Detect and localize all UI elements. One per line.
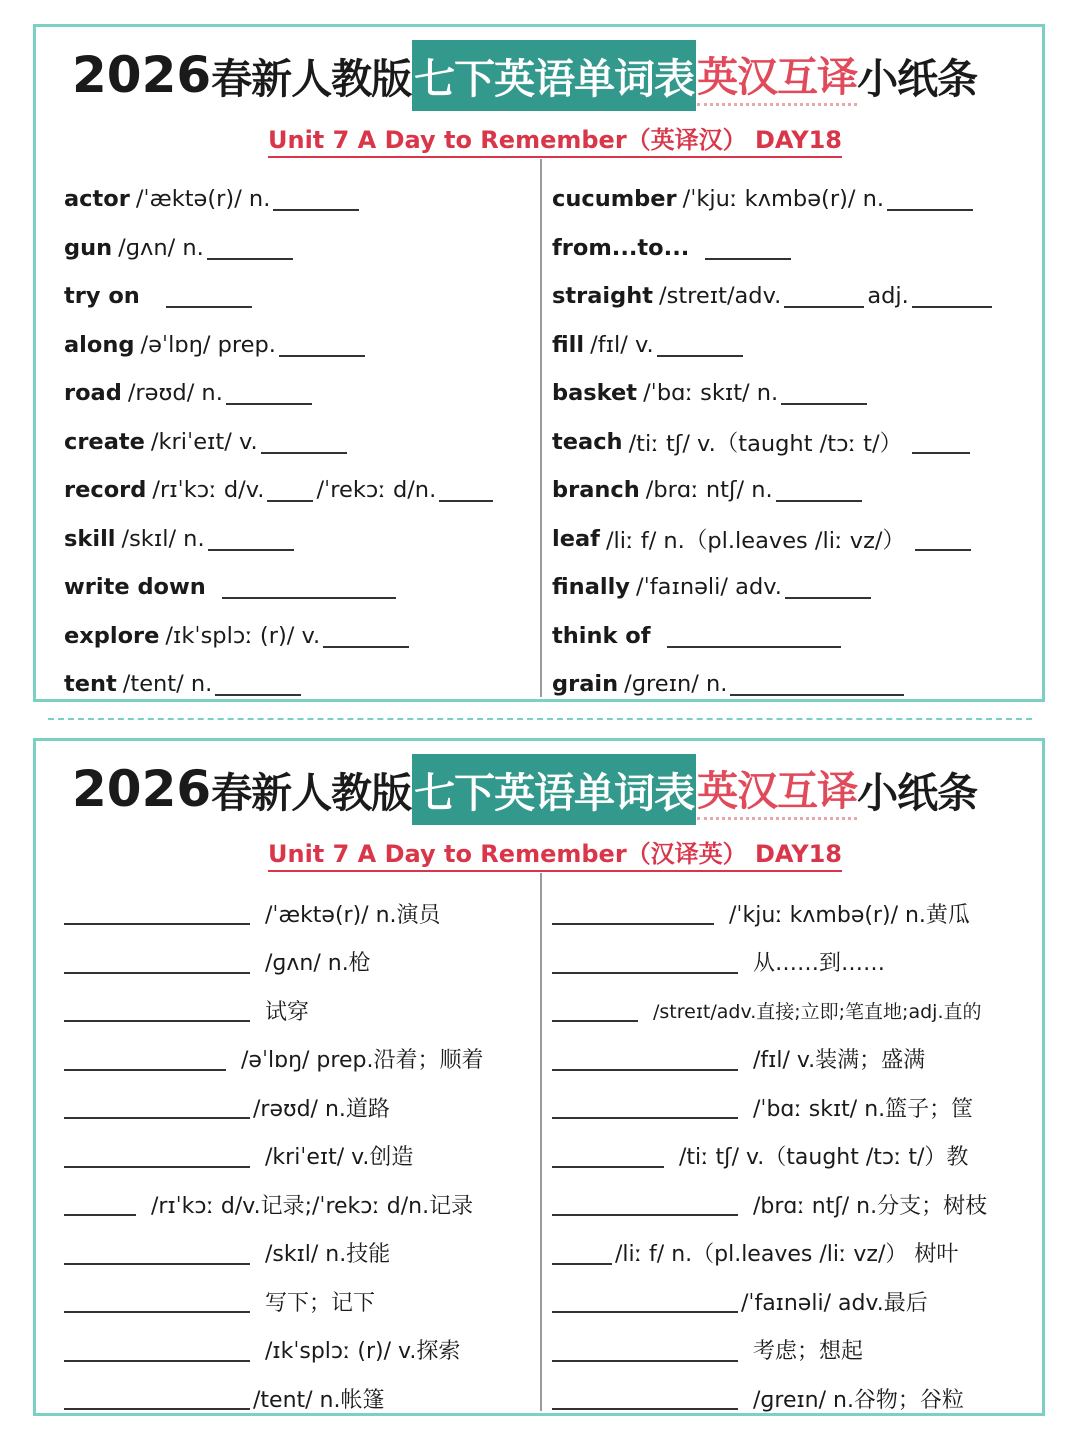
- title-part1: 春新人教版: [211, 768, 412, 817]
- answer-blank[interactable]: [552, 1338, 738, 1362]
- phonetic: /ɪkˈsplɔː (r)/ v.: [165, 622, 321, 649]
- word: along: [64, 331, 135, 358]
- phonetic: /ˈfaɪnəli/ adv.: [635, 574, 782, 601]
- right-column: [552, 175, 1042, 709]
- definition: /ˈkjuː kʌmbə(r)/ n.黄瓜: [729, 902, 970, 928]
- phonetic: /brɑː ntʃ/ n.: [645, 477, 773, 504]
- answer-blank[interactable]: [64, 1338, 250, 1362]
- cut-line: [48, 718, 1032, 720]
- answer-blank[interactable]: [226, 381, 312, 405]
- list-item: [552, 563, 1042, 612]
- list-item: [552, 224, 1042, 273]
- title-highlight: 七下英语单词表: [412, 754, 696, 825]
- answer-blank[interactable]: [776, 478, 862, 502]
- list-item: [552, 1326, 1042, 1375]
- card-title: [72, 757, 977, 821]
- definition: /ˈæktə(r)/ n.演员: [265, 902, 441, 928]
- answer-blank[interactable]: [552, 950, 738, 974]
- list-item: [64, 224, 534, 273]
- definition: 从……到……: [753, 951, 886, 977]
- answer-blank[interactable]: [781, 381, 867, 405]
- column-divider: [540, 873, 542, 1411]
- list-item: [64, 1180, 534, 1229]
- list-item: [64, 938, 534, 987]
- answer-blank[interactable]: [785, 575, 871, 599]
- word: teach: [552, 428, 623, 455]
- answer-blank[interactable]: [64, 1144, 250, 1168]
- definition: /əˈlɒŋ/ prep.沿着；顺着: [241, 1048, 484, 1074]
- definition: /liː f/ n.（pl.leaves /liː vz/） 树叶: [615, 1242, 959, 1268]
- list-item: [64, 1035, 534, 1084]
- list-item: [64, 563, 534, 612]
- list-item: [552, 1083, 1042, 1132]
- word: write down: [64, 574, 206, 601]
- answer-blank[interactable]: [323, 624, 409, 648]
- answer-blank[interactable]: [208, 527, 294, 551]
- list-item: [64, 1374, 534, 1423]
- answer-blank[interactable]: [552, 1192, 738, 1216]
- answer-blank[interactable]: [64, 901, 250, 925]
- phonetic: /rəʊd/ n.: [127, 380, 223, 407]
- phonetic: /ɡʌn/ n.: [118, 234, 204, 261]
- list-item: [552, 660, 1042, 709]
- phonetic: /əˈlɒŋ/ prep.: [140, 331, 276, 358]
- definition: /tent/ n.帐篷: [253, 1387, 385, 1413]
- answer-blank[interactable]: [64, 1095, 250, 1119]
- definition: /ɪkˈsplɔː (r)/ v.探索: [265, 1339, 461, 1365]
- answer-blank[interactable]: [552, 1144, 664, 1168]
- list-item: [552, 466, 1042, 515]
- worksheet-card-zh-en: [33, 738, 1045, 1416]
- definition: /ˈfaɪnəli/ adv.最后: [741, 1290, 928, 1316]
- list-item: [64, 612, 534, 661]
- phonetic: /skɪl/ n.: [121, 525, 205, 552]
- word: branch: [552, 477, 640, 504]
- title-year: 2026: [72, 760, 212, 818]
- list-item: [64, 660, 534, 709]
- answer-blank[interactable]: [64, 1192, 136, 1216]
- phonetic: /tiː tʃ/ v.（taught /tɔː t/）: [628, 430, 903, 457]
- answer-blank[interactable]: [667, 624, 841, 648]
- answer-blank[interactable]: [915, 527, 971, 551]
- list-item: [552, 612, 1042, 661]
- word: finally: [552, 574, 630, 601]
- list-item: [552, 369, 1042, 418]
- title-highlight: 七下英语单词表: [412, 40, 696, 111]
- definition: /ɡreɪn/ n.谷物；谷粒: [753, 1387, 964, 1413]
- answer-blank[interactable]: [64, 1047, 226, 1071]
- answer-blank[interactable]: [657, 333, 743, 357]
- list-item: [552, 1374, 1042, 1423]
- left-column: [64, 889, 534, 1423]
- definition: /skɪl/ n.技能: [265, 1242, 391, 1268]
- definition: /ˈbɑː skɪt/ n.篮子；筐: [753, 1096, 974, 1122]
- word: gun: [64, 234, 113, 261]
- answer-blank[interactable]: [887, 187, 973, 211]
- answer-blank[interactable]: [912, 284, 992, 308]
- word: fill: [552, 331, 585, 358]
- word: basket: [552, 380, 638, 407]
- answer-blank[interactable]: [439, 478, 493, 502]
- list-item: [64, 889, 534, 938]
- list-item: [552, 1277, 1042, 1326]
- worksheet-card-en-zh: [33, 24, 1045, 702]
- title-accent: 英汉互译: [697, 758, 857, 820]
- word: skill: [64, 525, 116, 552]
- list-item: [552, 889, 1042, 938]
- list-item: [64, 418, 534, 467]
- phonetic: adj.: [867, 283, 909, 310]
- unit-subtitle: Unit 7 A Day to Remember（汉译英） DAY18: [268, 834, 842, 872]
- list-item: [64, 1277, 534, 1326]
- list-item: [552, 321, 1042, 370]
- list-item: [64, 369, 534, 418]
- list-item: [64, 272, 534, 321]
- definition: /ɡʌn/ n.枪: [265, 951, 371, 977]
- word: leaf: [552, 525, 600, 552]
- answer-blank[interactable]: [279, 333, 365, 357]
- definition: /brɑː ntʃ/ n.分支；树枝: [753, 1193, 988, 1219]
- phonetic: /ˈrekɔː d/n.: [316, 477, 437, 504]
- answer-blank[interactable]: [64, 1386, 250, 1410]
- list-item: [64, 1132, 534, 1181]
- left-column: [64, 175, 534, 709]
- answer-blank[interactable]: [552, 998, 638, 1022]
- title-part4: 小纸条: [857, 768, 978, 817]
- word: explore: [64, 622, 160, 649]
- word: tent: [64, 671, 117, 698]
- phonetic: /fɪl/ v.: [590, 331, 654, 358]
- phonetic: /tent/ n.: [122, 671, 213, 698]
- word: cucumber: [552, 186, 677, 213]
- list-item: [64, 1229, 534, 1278]
- answer-blank[interactable]: [912, 430, 970, 454]
- answer-blank[interactable]: [784, 284, 864, 308]
- definition: /tiː tʃ/ v.（taught /tɔː t/）教: [679, 1145, 969, 1171]
- word: try on: [64, 283, 140, 310]
- list-item: [64, 515, 534, 564]
- answer-blank[interactable]: [552, 1289, 738, 1313]
- answer-blank[interactable]: [64, 1241, 250, 1265]
- word: record: [64, 477, 147, 504]
- list-item: [64, 175, 534, 224]
- list-item: [64, 466, 534, 515]
- answer-blank[interactable]: [222, 575, 396, 599]
- title-part1: 春新人教版: [211, 54, 412, 103]
- title-part4: 小纸条: [857, 54, 978, 103]
- word: from...to...: [552, 234, 690, 261]
- phonetic: /liː f/ n.（pl.leaves /liː vz/）: [605, 527, 905, 554]
- word: straight: [552, 283, 654, 310]
- definition: /kriˈeɪt/ v.创造: [265, 1145, 414, 1171]
- answer-blank[interactable]: [730, 672, 904, 696]
- title-accent: 英汉互译: [697, 44, 857, 106]
- phonetic: /ˈbɑː skɪt/ n.: [643, 380, 779, 407]
- phonetic: /ˈkjuː kʌmbə(r)/ n.: [682, 186, 885, 213]
- word: actor: [64, 186, 130, 213]
- list-item: [552, 515, 1042, 564]
- list-item: [64, 1326, 534, 1375]
- phonetic: /streɪt/adv.: [659, 283, 782, 310]
- phonetic: /ɡreɪn/ n.: [624, 671, 728, 698]
- list-item: [552, 175, 1042, 224]
- answer-blank[interactable]: [705, 236, 791, 260]
- answer-blank[interactable]: [64, 950, 250, 974]
- answer-blank[interactable]: [64, 1289, 250, 1313]
- answer-blank[interactable]: [273, 187, 359, 211]
- answer-blank[interactable]: [267, 478, 313, 502]
- column-divider: [540, 159, 542, 697]
- answer-blank[interactable]: [207, 236, 293, 260]
- answer-blank[interactable]: [552, 1047, 738, 1071]
- title-year: 2026: [72, 46, 212, 104]
- list-item: [552, 272, 1042, 321]
- card-title: [72, 43, 977, 107]
- phonetic: /rɪˈkɔː d/v.: [152, 477, 265, 504]
- definition: /streɪt/adv.直接;立即;笔直地;adj.直的: [653, 1000, 982, 1023]
- list-item: [552, 986, 1042, 1035]
- word: create: [64, 428, 145, 455]
- right-column: [552, 889, 1042, 1423]
- list-item: [64, 321, 534, 370]
- definition: 考虑；想起: [753, 1339, 864, 1365]
- word: road: [64, 380, 122, 407]
- unit-subtitle: Unit 7 A Day to Remember（英译汉） DAY18: [268, 120, 842, 158]
- list-item: [552, 1035, 1042, 1084]
- answer-blank[interactable]: [552, 901, 714, 925]
- answer-blank[interactable]: [552, 1095, 738, 1119]
- definition: /rəʊd/ n.道路: [253, 1096, 390, 1122]
- list-item: [552, 938, 1042, 987]
- answer-blank[interactable]: [166, 284, 252, 308]
- list-item: [552, 1180, 1042, 1229]
- answer-blank[interactable]: [215, 672, 301, 696]
- definition: 试穿: [265, 999, 310, 1025]
- word: grain: [552, 671, 619, 698]
- list-item: [552, 1229, 1042, 1278]
- answer-blank[interactable]: [261, 430, 347, 454]
- list-item: [552, 1132, 1042, 1181]
- definition: /fɪl/ v.装满；盛满: [753, 1048, 926, 1074]
- answer-blank[interactable]: [552, 1386, 738, 1410]
- phonetic: /kriˈeɪt/ v.: [150, 428, 258, 455]
- list-item: [552, 418, 1042, 467]
- word: think of: [552, 622, 651, 649]
- phonetic: /ˈæktə(r)/ n.: [135, 186, 271, 213]
- answer-blank[interactable]: [64, 998, 250, 1022]
- definition: /rɪˈkɔː d/v.记录;/ˈrekɔː d/n.记录: [151, 1193, 474, 1219]
- list-item: [64, 1083, 534, 1132]
- answer-blank[interactable]: [552, 1241, 612, 1265]
- list-item: [64, 986, 534, 1035]
- definition: 写下；记下: [265, 1290, 376, 1316]
